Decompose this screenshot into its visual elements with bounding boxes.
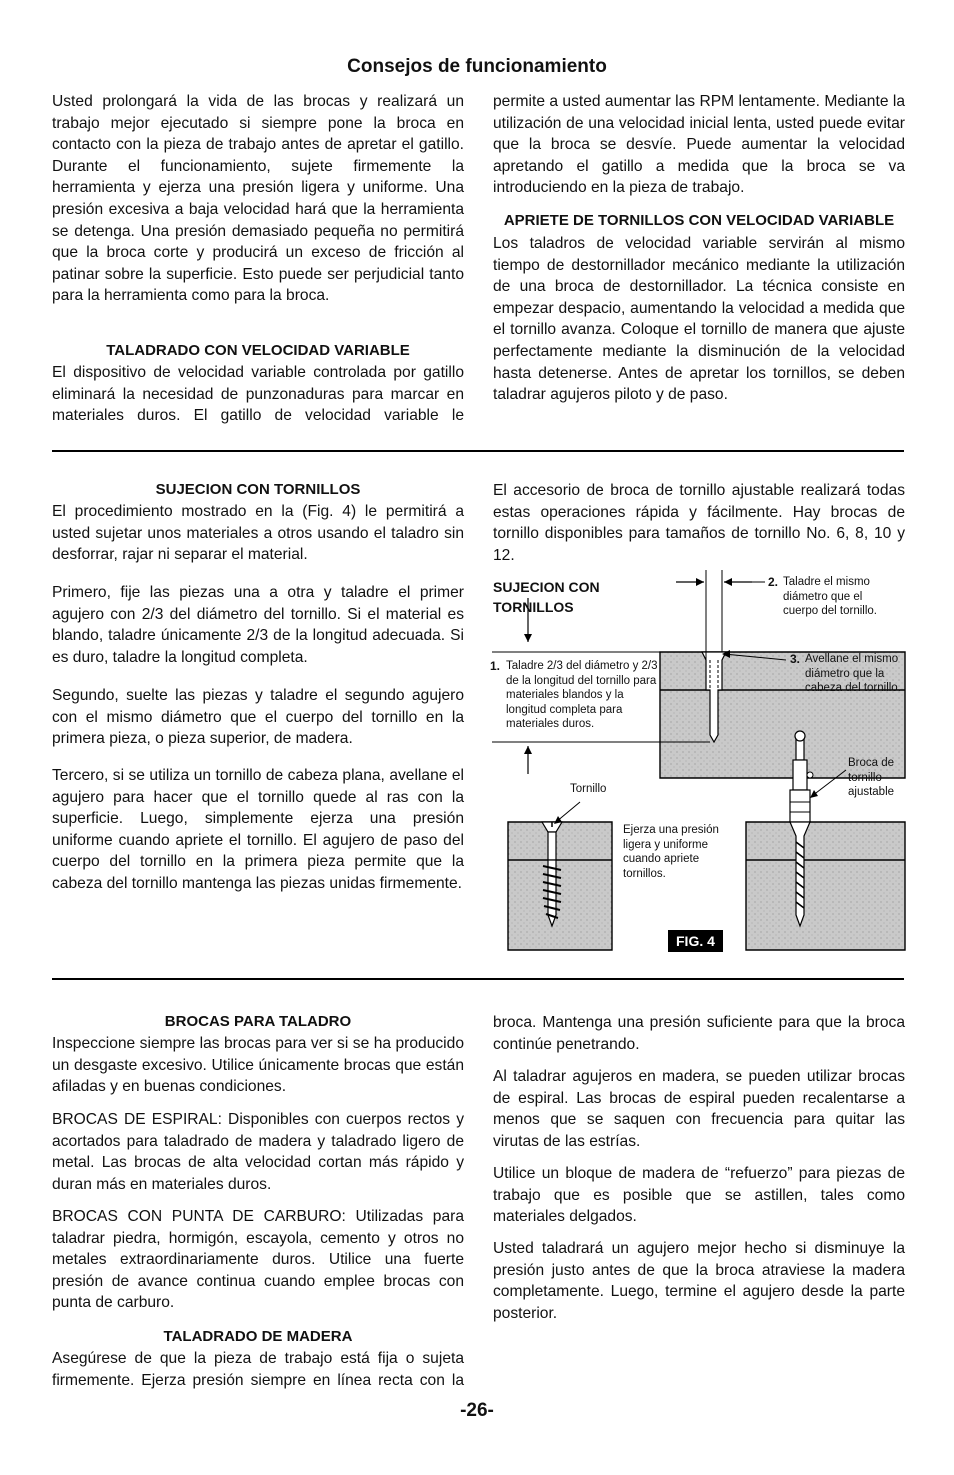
heading-screw-fastening: SUJECION CON TORNILLOS	[155, 481, 361, 498]
backing-block-paragraph: Utilice un bloque de madera de “refuerzo” para piezas de trabajo que es posible que se astillen, tales como materiales delgados.	[493, 1165, 905, 1226]
step-1-text: Taladre 2/3 del diámetro y 2/3 de la longitud del tornillo para materiales blandos y la longitud completa para materiales duros.	[506, 660, 658, 730]
wood-block-with-screw	[508, 802, 612, 950]
twist-bits-paragraph: BROCAS DE ESPIRAL: Disponibles con cuerpos rectos y acortados para taladrado de madera y taladrado ligero de metal. Las brocas de alta velocidad cortan más rápido y duran más en materiales duros.	[52, 1111, 464, 1193]
figure-label: FIG. 4	[668, 930, 723, 952]
page-number: -26-	[460, 1400, 494, 1421]
step-1-number: 1.	[490, 659, 501, 673]
figure-step-3	[790, 652, 910, 696]
finish-hole-paragraph: Usted taladrará un agujero mejor hecho si disminuye la presión justo antes de que la broca atraviese la madera completamente. Luego, termine el agujero desde la parte posterior.	[493, 1240, 905, 1322]
step-2-text: Taladre el mismo diámetro que el cuerpo del tornillo.	[783, 576, 877, 617]
step-3-text: Avellane el mismo diámetro que la cabeza del tornillo.	[805, 653, 901, 694]
heading-screw-driving: APRIETE DE TORNILLOS CON VELOCIDAD VARIABLE	[503, 212, 895, 229]
label-pressure: Ejerza una presión ligera y uniforme cuando apriete tornillos.	[623, 824, 719, 880]
section-divider	[52, 978, 904, 980]
drill-bits-paragraph: Inspeccione siempre las brocas para ver si se ha producido un desgaste excesivo. Utilice únicamente brocas que están afiladas y en buenas condiciones.	[52, 1035, 464, 1096]
variable-speed-paragraph: El dispositivo de velocidad variable controlada por gatillo eliminará la necesidad de punzonaduras para marcar en materiales duros. El gatillo de velocidad variable le	[52, 364, 464, 425]
carbide-bits-paragraph: BROCAS CON PUNTA DE CARBURO: Utilizadas para taladrar piedra, hormigón, escayola, cemento y otros no metales extraordinariamente duros. Utilice una fuerte presión de avance continua cuando emplee brocas con punta de carburo.	[52, 1208, 464, 1312]
fastening-step3-paragraph: Tercero, si se utiliza un tornillo de cabeza plana, avellane el agujero para hacer que el tornillo quede al ras con la superficie. Luego, simplemente ejerza una presión uniforme cuando apriete el tornillo. El agujero de paso del cuerpo del tornillo en la primera pieza permite que la cabeza del tornillo mantenga las piezas unidas firmemente.	[52, 767, 464, 892]
heading-wood-drilling: TALADRADO DE MADERA	[163, 1328, 353, 1345]
fastening-intro-paragraph: El procedimiento mostrado en la (Fig. 4) le permitirá a usted sujetar unos materiales a otros usando el taladro sin desforrar, rajar ni separar el material.	[52, 503, 464, 564]
fastening-step2-paragraph: Segundo, suelte las piezas y taladre el segundo agujero con el mismo diámetro que el cuerpo del tornillo en la primera pieza, o pieza superior, de madera.	[52, 687, 464, 748]
intro-paragraph: Usted prolongará la vida de las brocas y realizará un trabajo mejor ejecutado si siempre pone la broca en contacto con la pieza de trabajo antes de apretar el gatillo. Durante el funcionamiento, sujete firmemente la herramienta y ejerza una presión ligera y uniforme. Una presión excesiva a baja velocidad hará que la herramienta se detenga. Una presión demasiado pequeña no permitirá que la broca corte y producirá un exceso de fricción al patinar sobre la superficie. Esto puede ser perjudicial tanto para la herramienta como para la broca.	[52, 93, 464, 305]
label-screw: Tornillo	[570, 783, 607, 795]
variable-speed-continued-paragraph: permite a usted aumentar las RPM lentamente. Mediante la utilización de una velocidad inicial lenta, usted puede evitar que la broca se desvíe. Puede aumentar la velocidad apretando el gatillo a medida que la broca se va introduciendo en la pieza de trabajo.	[493, 93, 905, 197]
twist-bits-wood-paragraph: Al taladrar agujeros en madera, se pueden utilizar brocas de espiral. Las brocas de espiral pueden recalentarse a menos que se saquen con frecuencia para quitar las virutas de las estrías.	[493, 1068, 905, 1150]
figure-step-2	[768, 575, 898, 619]
step-3-number: 3.	[790, 652, 801, 666]
heading-variable-speed: TALADRADO CON VELOCIDAD VARIABLE	[106, 342, 410, 359]
wood-drilling-paragraph: Asegúrese de que la pieza de trabajo está fija o sujeta firmemente. Ejerza presión siempre en línea recta con la	[52, 1350, 464, 1389]
wood-drilling-continued-paragraph: broca. Mantenga una presión suficiente para que la broca continúe penetrando.	[493, 1014, 905, 1053]
heading-drill-bits: BROCAS PARA TALADRO	[164, 1013, 352, 1030]
section-divider	[52, 450, 904, 452]
figure-heading-line1: SUJECION CON	[493, 579, 600, 595]
label-adjustable-bit: Broca de tornillo ajustable	[848, 757, 895, 798]
figure-step-1	[490, 659, 665, 732]
step-2-number: 2.	[768, 575, 779, 589]
page-title: Consejos de funcionamiento	[347, 56, 607, 77]
screw-driving-paragraph: Los taladros de velocidad variable servirán al mismo tiempo de destornillador mecánico mediante la utilización de una broca de destornillador. La técnica consiste en empezar despacio, aumentando la velocidad a medida que el tornillo avanza. Coloque el tornillo de manera que ajuste perfectamente mediante la disminución de la velocidad hasta detenerse. Antes de apretar los tornillos, se deben taladrar agujeros piloto y de paso.	[493, 235, 905, 404]
adjustable-bit-paragraph: El accesorio de broca de tornillo ajustable realizará todas estas operaciones rápida y fácilmente. Hay brocas de tornillo disponibles para tamaños de tornillo No. 6, 8, 10 y 12.	[493, 482, 905, 564]
fastening-step1-paragraph: Primero, fije las piezas una a otra y taladre el primer agujero con 2/3 del diámetro del tornillo. Si el material es blando, taladre únicamente 2/3 de la longitud adecuada. Si es duro, taladre la longitud completa.	[52, 584, 464, 666]
figure-4-drawing	[490, 570, 910, 960]
figure-heading-line2: TORNILLOS	[493, 599, 574, 615]
